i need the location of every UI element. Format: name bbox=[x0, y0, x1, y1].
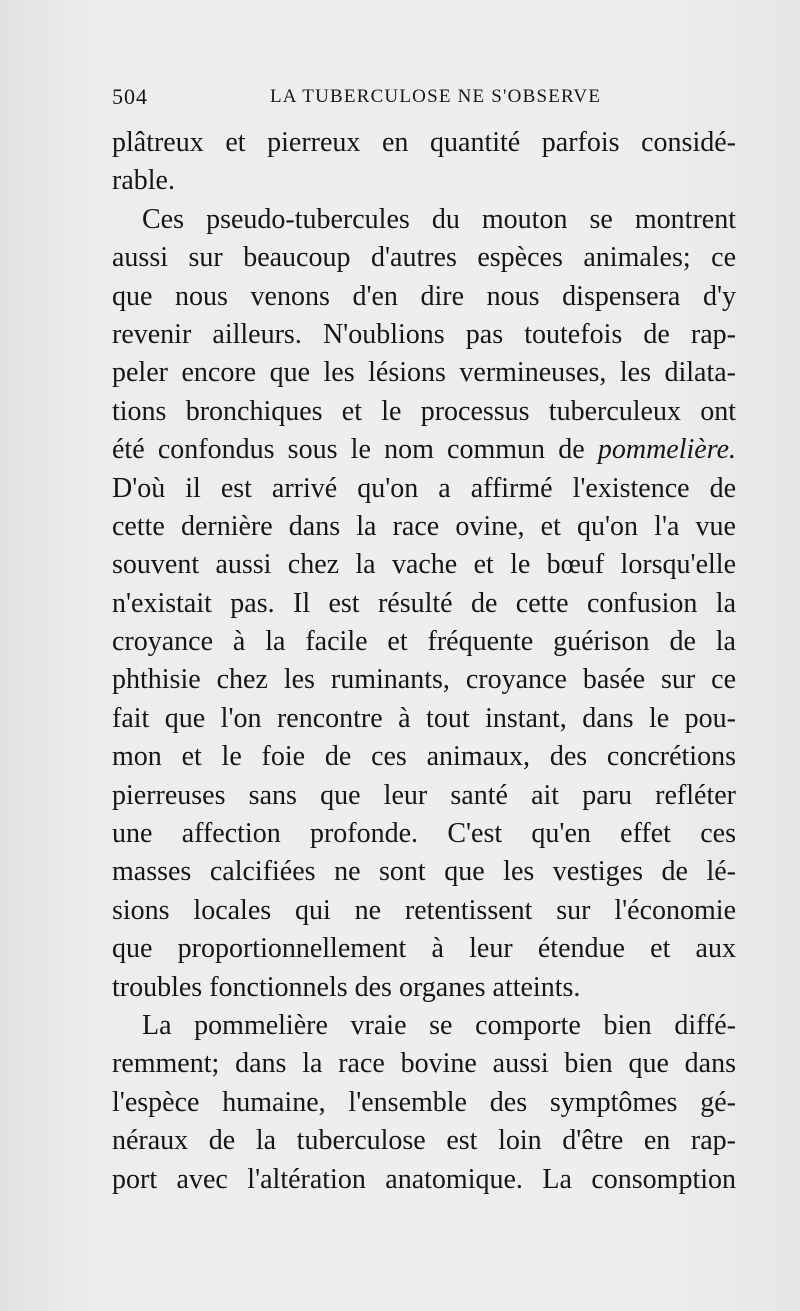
line-text: rable. bbox=[112, 165, 175, 197]
text-line bbox=[112, 738, 736, 776]
text-line bbox=[112, 777, 736, 815]
text-line bbox=[112, 969, 736, 1007]
line-text: revenir ailleurs. N'oublions pas toutefois de rap- bbox=[112, 318, 736, 350]
line-text: mon et le foie de ces animaux, des concrétions bbox=[112, 741, 736, 773]
text-line bbox=[112, 892, 736, 930]
text-line bbox=[112, 201, 736, 239]
text-line bbox=[112, 815, 736, 853]
line-text: fait que l'on rencontre à tout instant, dans le pou- bbox=[112, 702, 736, 734]
text-line bbox=[112, 278, 736, 316]
text-line bbox=[112, 354, 736, 392]
line-text: que nous venons d'en dire nous dispensera d'y bbox=[112, 280, 736, 312]
text-line bbox=[112, 546, 736, 584]
text-line bbox=[112, 124, 736, 162]
line-text: l'espèce humaine, l'ensemble des symptômes gé- bbox=[112, 1086, 736, 1118]
line-text: sions locales qui ne retentissent sur l'économie bbox=[112, 894, 736, 926]
line-text: été confondus sous le nom commun de bbox=[112, 434, 585, 466]
body-text bbox=[112, 124, 736, 1199]
line-text: masses calcifiées ne sont que les vestiges de lé- bbox=[112, 856, 736, 888]
line-text: Ces pseudo-tubercules du mouton se montrent bbox=[142, 203, 736, 235]
text-line bbox=[112, 508, 736, 546]
line-text: La pommelière vraie se comporte bien diffé- bbox=[142, 1009, 736, 1041]
line-text: que proportionnellement à leur étendue et aux bbox=[112, 933, 736, 965]
text-line bbox=[112, 853, 736, 891]
text-line bbox=[112, 470, 736, 508]
text-line bbox=[112, 162, 736, 200]
text-line bbox=[112, 239, 736, 277]
line-text: troubles fonctionnels des organes atteints. bbox=[112, 971, 581, 1003]
text-line bbox=[112, 1122, 736, 1160]
text-line bbox=[112, 623, 736, 661]
line-text: néraux de la tuberculose est loin d'être en rap- bbox=[112, 1125, 736, 1157]
running-title: LA TUBERCULOSE NE S'OBSERVE bbox=[270, 86, 602, 107]
line-text: D'où il est arrivé qu'on a affirmé l'existence de bbox=[112, 472, 736, 504]
text-line bbox=[112, 431, 736, 469]
line-text: cette dernière dans la race ovine, et qu'on l'a vue bbox=[112, 510, 736, 542]
text-line bbox=[112, 930, 736, 968]
line-text: croyance à la facile et fréquente guérison de la bbox=[112, 626, 736, 658]
text-line bbox=[112, 316, 736, 354]
line-text: n'existait pas. Il est résulté de cette confusion la bbox=[112, 587, 736, 619]
line-text: phthisie chez les ruminants, croyance basée sur ce bbox=[112, 664, 736, 696]
text-line bbox=[112, 1045, 736, 1083]
text-line bbox=[112, 585, 736, 623]
page-number: 504 bbox=[112, 84, 148, 109]
text-line bbox=[112, 661, 736, 699]
line-text: pierreuses sans que leur santé ait paru refléter bbox=[112, 779, 736, 811]
text-line bbox=[112, 1007, 736, 1045]
line-text: plâtreux et pierreux en quantité parfois considé- bbox=[112, 127, 736, 158]
italic-term: pommelière. bbox=[597, 434, 736, 466]
line-text: souvent aussi chez la vache et le bœuf lorsqu'elle bbox=[112, 549, 736, 581]
text-line bbox=[112, 700, 736, 738]
line-text: aussi sur beaucoup d'autres espèces animales; ce bbox=[112, 242, 736, 274]
line-text: une affection profonde. C'est qu'en effet ces bbox=[112, 818, 736, 850]
text-line bbox=[112, 1084, 736, 1122]
line-text: remment; dans la race bovine aussi bien que dans bbox=[112, 1048, 736, 1080]
page-header bbox=[110, 84, 740, 118]
line-text: port avec l'altération anatomique. La consomption bbox=[112, 1163, 736, 1195]
line-text: tions bronchiques et le processus tuberculeux ont bbox=[112, 395, 736, 427]
text-line bbox=[112, 393, 736, 431]
line-text: peler encore que les lésions vermineuses, les dilata- bbox=[112, 357, 736, 389]
text-line bbox=[112, 1161, 736, 1199]
